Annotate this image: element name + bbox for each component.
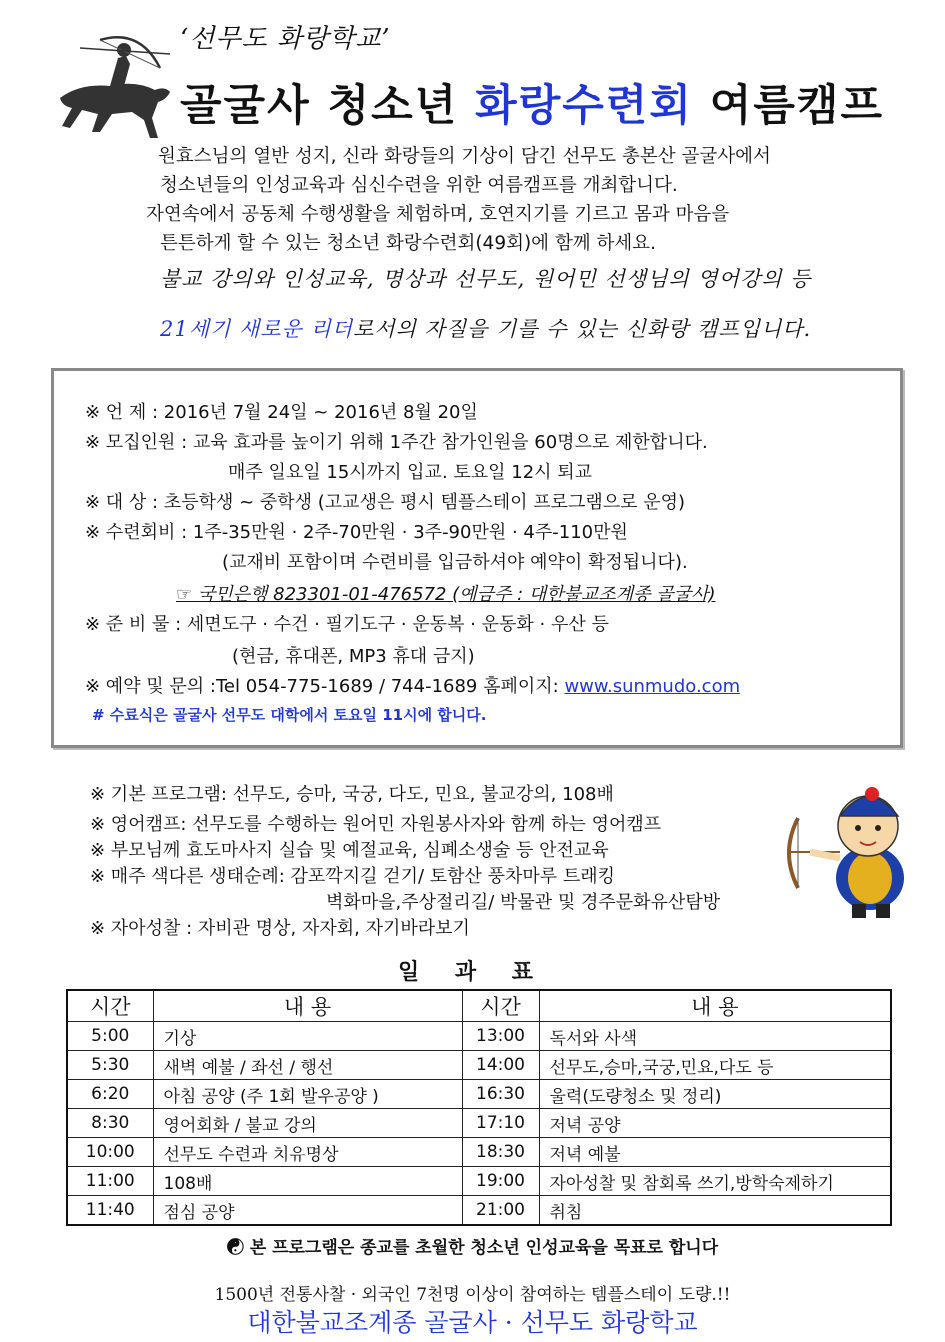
program-item: ※ 매주 색다른 생태순례: 감포깍지길 걷기/ 토함산 풍차마루 트래킹 bbox=[90, 866, 616, 887]
info-recruit: ※ 모집인원 : 교육 효과를 높이기 위해 1주간 참가인원을 60명으로 제한합니다. bbox=[85, 432, 708, 453]
program-item: ※ 부모님께 효도마사지 실습 및 예절교육, 심폐소생술 등 안전교육 bbox=[90, 840, 609, 861]
bank-account: ☞ 국민은행 823301-01-476572 (예금주 : 대한불교조계종 골굴사) bbox=[176, 584, 716, 605]
intro-line: 자연속에서 공동체 수행생활을 체험하며, 호연지기를 기르고 몸과 마음을 bbox=[146, 204, 730, 225]
table-row bbox=[67, 1051, 891, 1080]
table-cell: 16:30 bbox=[462, 1080, 539, 1109]
table-cell: 13:00 bbox=[462, 1022, 539, 1051]
table-cell: 독서와 사색 bbox=[539, 1022, 891, 1051]
title-part-1: 골굴사 청소년 bbox=[180, 81, 476, 131]
table-cell: 아침 공양 (주 1회 발우공양 ) bbox=[153, 1080, 462, 1109]
intro-line: 튼튼하게 할 수 있는 청소년 화랑수련회(49회)에 함께 하세요. bbox=[160, 233, 657, 254]
handwritten-rest: 로서의 자질을 기를 수 있는 신화랑 캠프입니다. bbox=[353, 317, 812, 341]
program-item: ※ 자아성찰 : 자비관 명상, 자자회, 자기바라보기 bbox=[90, 918, 470, 939]
title-highlight: 화랑수련회 bbox=[475, 81, 693, 131]
table-cell: 새벽 예불 / 좌선 / 행선 bbox=[153, 1051, 462, 1080]
table-cell: 5:00 bbox=[67, 1022, 153, 1051]
info-period: ※ 언 제 : 2016년 7월 24일 ~ 2016년 8월 20일 bbox=[85, 402, 478, 423]
intro-line: 청소년들의 인성교육과 심신수련을 위한 여름캠프를 개최합니다. bbox=[160, 175, 678, 196]
footer-organization: 대한불교조계종 골굴사 · 선무도 화랑학교 bbox=[247, 1308, 698, 1337]
info-preparation-note: (현금, 휴대폰, MP3 휴대 금지) bbox=[232, 646, 475, 667]
table-row bbox=[67, 1138, 891, 1167]
table-cell: 6:20 bbox=[67, 1080, 153, 1109]
table-cell: 저녁 공양 bbox=[539, 1109, 891, 1138]
table-cell: 11:40 bbox=[67, 1196, 153, 1226]
intro-line: 원효스님의 열반 성지, 신라 화랑들의 기상이 담긴 선무도 총본산 골굴사에서 bbox=[158, 146, 771, 167]
program-note: ☯ 본 프로그램은 종교를 초월한 청소년 인성교육을 목표로 합니다 bbox=[226, 1238, 719, 1258]
table-cell: 10:00 bbox=[67, 1138, 153, 1167]
header-time: 시간 bbox=[67, 990, 153, 1022]
info-target: ※ 대 상 : 초등학생 ~ 중학생 (고교생은 평시 템플스테이 프로그램으로 운영) bbox=[85, 492, 686, 513]
table-row bbox=[67, 1109, 891, 1138]
table-cell: 점심 공양 bbox=[153, 1196, 462, 1226]
header-time: 시간 bbox=[462, 990, 539, 1022]
header-content: 내 용 bbox=[539, 990, 891, 1022]
schedule-table bbox=[66, 989, 892, 1226]
program-item: ※ 기본 프로그램: 선무도, 승마, 국궁, 다도, 민요, 불교강의, 108배 bbox=[90, 784, 614, 805]
table-cell: 17:10 bbox=[462, 1109, 539, 1138]
schedule-title: 일 과 표 bbox=[397, 960, 548, 985]
table-cell: 8:30 bbox=[67, 1109, 153, 1138]
table-cell: 108배 bbox=[153, 1167, 462, 1196]
info-recruit-detail: 매주 일요일 15시까지 입교. 토요일 12시 퇴교 bbox=[228, 462, 593, 483]
table-cell: 5:30 bbox=[67, 1051, 153, 1080]
table-row bbox=[67, 1196, 891, 1226]
page-title bbox=[180, 72, 884, 133]
header-content: 내 용 bbox=[153, 990, 462, 1022]
table-cell: 취침 bbox=[539, 1196, 891, 1226]
table-cell: 선무도,승마,국궁,민요,다도 등 bbox=[539, 1051, 891, 1080]
website-link[interactable]: www.sunmudo.com bbox=[564, 676, 741, 697]
table-cell: 자아성찰 및 참회록 쓰기,방학숙제하기 bbox=[539, 1167, 891, 1196]
contact-text: ※ 예약 및 문의 :Tel 054-775-1689 / 744-1689 홈페이지: bbox=[85, 676, 565, 697]
table-cell: 영어회화 / 불교 강의 bbox=[153, 1109, 462, 1138]
info-preparation: ※ 준 비 물 : 세면도구 · 수건 · 필기도구 · 운동복 · 운동화 · 우산 등 bbox=[85, 614, 609, 635]
subtitle: ‘선무도 화랑학교’ bbox=[180, 24, 391, 54]
table-cell: 19:00 bbox=[462, 1167, 539, 1196]
horse-archer-image bbox=[40, 28, 190, 148]
info-fee-note: (교재비 포함이며 수련비를 입금하셔야 예약이 확정됩니다). bbox=[222, 552, 688, 573]
table-row bbox=[67, 1022, 891, 1051]
program-item: 벽화마을,주상절리길/ 박물관 및 경주문화유산탐방 bbox=[326, 892, 721, 913]
table-cell: 11:00 bbox=[67, 1167, 153, 1196]
closing-ceremony-note: # 수료식은 골굴사 선무도 대학에서 토요일 11시에 합니다. bbox=[92, 706, 487, 724]
handwritten-line-2 bbox=[160, 313, 811, 343]
info-fee: ※ 수련회비 : 1주-35만원 · 2주-70만원 · 3주-90만원 · 4주-110만원 bbox=[85, 522, 628, 543]
info-contact bbox=[85, 672, 740, 698]
intro-text bbox=[140, 142, 860, 258]
table-cell: 18:30 bbox=[462, 1138, 539, 1167]
table-cell: 기상 bbox=[153, 1022, 462, 1051]
cartoon-archer-image bbox=[780, 778, 920, 923]
handwritten-highlight: 21세기 새로운 리더 bbox=[160, 317, 354, 341]
title-part-3: 여름캠프 bbox=[692, 81, 884, 131]
table-cell: 저녁 예불 bbox=[539, 1138, 891, 1167]
table-cell: 울력(도량청소 및 정리) bbox=[539, 1080, 891, 1109]
program-item: ※ 영어캠프: 선무도를 수행하는 원어민 자원봉사자와 함께 하는 영어캠프 bbox=[90, 814, 662, 835]
handwritten-line-1: 불교 강의와 인성교육, 명상과 선무도, 원어민 선생님의 영어강의 등 bbox=[160, 267, 812, 291]
table-cell: 14:00 bbox=[462, 1051, 539, 1080]
footer-tagline: 1500년 전통사찰 · 외국인 7천명 이상이 참여하는 템플스테이 도량.!! bbox=[214, 1285, 731, 1305]
table-row bbox=[67, 1080, 891, 1109]
table-row bbox=[67, 1167, 891, 1196]
table-cell: 선무도 수련과 치유명상 bbox=[153, 1138, 462, 1167]
schedule-header-row bbox=[67, 990, 891, 1022]
table-cell: 21:00 bbox=[462, 1196, 539, 1226]
